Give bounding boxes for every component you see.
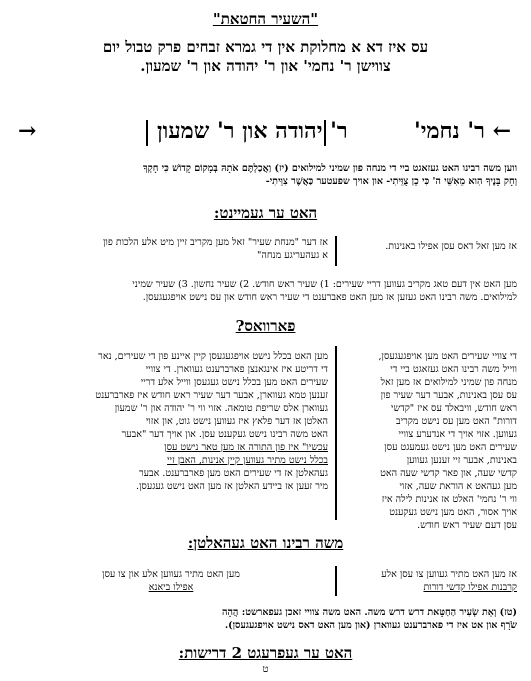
page-number: ט	[262, 664, 269, 675]
section1-left-line: אז דער "מנחת שעיר" זאל מען מקריב זיין מיט אלע הלכות פון	[102, 237, 328, 248]
section-heading: האט ער געפרעגט 2 דרישות:	[178, 644, 353, 662]
column-line: אפילו ביאנא	[148, 582, 194, 593]
column-line: באנינות, אבער זיי זענען געווען	[406, 455, 517, 466]
paragraph-line: שֹׂרָף און אט איז די פארברענט געווארן (און מען האט דאס נישט אויפגעגעסן).	[224, 620, 517, 631]
column-line: זענען טמא געווארן, אבער דער שעיר ראש חודש איז פארברענט	[95, 390, 328, 401]
section-heading: האט ער געמיינט:	[213, 204, 318, 222]
column-divider	[335, 236, 337, 266]
column-line: דורות" האט מען עס נישט מקריב	[396, 416, 517, 427]
column-line: געהאלטן אז די שעירים האט מען פארברענט. אבער	[139, 468, 328, 479]
rabbi-nechemia-heading	[414, 118, 511, 144]
paragraph-line: מען האט אין דעם טאג מקריב געווען דריי שעירים: 1) שעיר ראש חודש. 2) שעיר נחשון. 3) שעיר שמיני	[132, 279, 517, 290]
column-line: מען האט מתיר געווען אלע און צו עסן	[102, 569, 240, 580]
column-line: די צוויי שעירים האט מען אויפגעגעסן,	[378, 351, 517, 362]
column-divider	[335, 566, 337, 596]
rabbi-yehuda-shimon-heading	[157, 118, 348, 144]
heading-divider	[146, 120, 148, 146]
column-line: עכשיו" איז פון התורה אז מען טאר נישט עסן	[164, 442, 328, 453]
column-line: געווען. אזוי אויך די אנדערע צוויי	[398, 429, 517, 440]
column-line: האלטן אז דער פלאץ איז געווען נישט גוט, און אזוי	[145, 416, 328, 427]
column-line: עסן דעם שעיר ראש חודש.	[417, 520, 517, 531]
column-line: אויך אסור, האט מען נישט געקענט	[389, 507, 517, 518]
section3-left-column	[14, 568, 328, 594]
arrow-left-icon: →	[18, 118, 37, 144]
column-line: קרבנות אפילו קדשי דורות	[423, 582, 517, 593]
column-line: מנחה פון שמיני למילואים אז מען זאל	[380, 377, 517, 388]
intro-line: ווען משה רבינו האט געזאגט ביי די מנחה פון שמיני למילואים (יז) וַאֲכַלְתֶּם אֹתָהּ בְּמָקוֹם קָדוֹשׁ כִּי חָקְךָ	[142, 163, 517, 174]
column-line: ווי ר' נחמי' האלט אז אנינות לילה איז	[381, 494, 517, 505]
section1-left-column	[14, 236, 328, 262]
section2-left-column	[14, 350, 328, 493]
rabbi-nechemia-label: ר' נחמי'	[413, 118, 485, 144]
page-title: "השעיר החטאת"	[212, 10, 319, 28]
column-divider	[335, 346, 337, 520]
subtitle-line: צווישן ר' נחמי' און ר' יהודה און ר' שמעון.	[140, 57, 391, 75]
column-line: בכלל נישט מתיר געווען קיין אנינות, האבן זיי	[167, 455, 328, 466]
paragraph-line: (טז) וְאֵת שְׂעִיר הַחַטָּאת דרש דרש משה. האט משה צוויי זאכן געפארשט: הֲהָה	[222, 607, 517, 618]
column-line: שעירים האט מען בכלל נישט געגעסן ווייל אלע דריי	[140, 377, 328, 388]
opinions-heading	[0, 118, 531, 148]
intro-paragraph	[14, 162, 517, 188]
column-line: מיר זעען אז ביידע האלטן אז מען האט נישט געגעסן.	[135, 481, 328, 492]
section1-right-column: אז מען זאל דאס עסן אפילו באנינות.	[385, 241, 517, 252]
column-line: קדשי שעה, און פאר קדשי שעה האט	[380, 468, 517, 479]
column-line: מען געהאט א הוראת שעה, אזוי	[399, 481, 517, 492]
column-line: אז מען האט מתיר געווען צו עסן אלע	[381, 569, 517, 580]
column-line: מען האט בכלל נישט אויפגעגעסן קיין איינע פון די שעירים, נאר	[98, 351, 328, 362]
subtitle-line: עס איז דא א מחלוקת אין די גמרא זבחים פרק טבול יום	[102, 38, 429, 56]
subtitle	[20, 38, 511, 76]
arrow-right-icon: ←	[492, 118, 511, 144]
column-line: שעירים האט מען נישט געמעגט עסן	[384, 442, 517, 453]
column-line: האט משה רבינו נישט געקענט עסן. און אויך דער "אבער	[121, 429, 328, 440]
column-line: ווייל משה רבינו האט געזאגט ביי די	[390, 364, 517, 375]
section1-left-line: א געהעריגע מנחה"	[257, 250, 328, 261]
intro-line: וְחָק בָּנֶיךָ הִוא מֵאִשֵּׁי ה' כִּי כֵן צֻוֵּיתִי- און אויך שפעטער כַּאֲשֶׁר צִוֵּיתִי-	[265, 176, 517, 187]
paragraph-two-questions	[14, 606, 517, 632]
section3-right-column	[342, 568, 517, 594]
section-heading: פארוואס?	[235, 317, 296, 335]
paragraph-three-goats	[14, 278, 517, 304]
column-line: געווארן אלס שריפת טומאה. אזוי ווי ר' יהודה און ר' שמעון	[114, 403, 328, 414]
section-heading: משה רבינו האט געהאלטן:	[187, 534, 344, 552]
section2-right-column	[342, 350, 517, 532]
column-line: עס עסן באנינות, אבער דער שעיר פון	[380, 390, 517, 401]
column-line: ראש חודש, וויבאלד עס איז "קדשי	[390, 403, 517, 414]
paragraph-line: למילואים. משה רבינו האט געזען אז מען האט פאברענט די שעיר ראש חודש און עס נישט אויפגעגעסן.	[142, 292, 517, 303]
rabbi-yehuda-shimon-label: ר' יהודה און ר' שמעון	[157, 118, 348, 144]
column-line: די דריטע איז אינגאנצן פארברענט געווארן. די צוויי	[145, 364, 328, 375]
